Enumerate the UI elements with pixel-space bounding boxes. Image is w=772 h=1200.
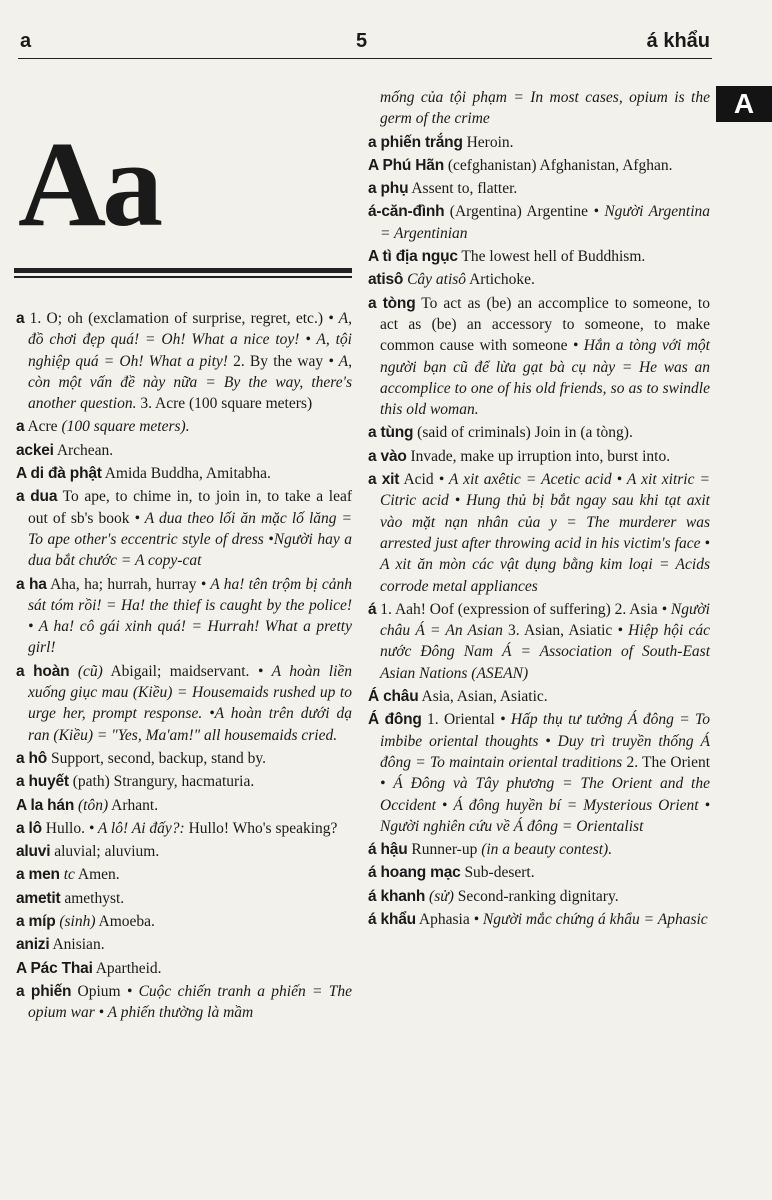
entry-headword: á khanh xyxy=(368,887,426,905)
entry-definition: Aphasia xyxy=(415,910,474,928)
entry-example: • Người châu Á = An Asian xyxy=(380,600,710,640)
entry-example: • Hắn a tòng với một người bạn cũ để lừa gạt bà cụ này = He was an accomplice to one of his old friends, so as to swindle this old woman. xyxy=(380,337,710,419)
entry-headword: atisô xyxy=(368,271,404,289)
entry-headword: á xyxy=(368,600,377,618)
entry-headword: aluvi xyxy=(16,843,51,861)
entry-definition: Support, second, backup, stand by. xyxy=(47,749,267,767)
dictionary-entry xyxy=(368,293,710,421)
entry-definition: (cefghanistan) Afghanistan, Afghan. xyxy=(444,156,673,174)
dictionary-entry xyxy=(16,661,352,746)
entry-definition: Amoeba. xyxy=(95,913,155,931)
running-header xyxy=(18,30,712,59)
entry-example: (cũ) xyxy=(77,662,103,680)
dictionary-entry xyxy=(16,958,352,979)
entry-example: • A ha! tên trộm bị cảnh sát tóm rồi! = Ha! the thief is caught by the police! • A ha! cô gái xinh quá! = Hurrah! What a pretty girl! xyxy=(28,575,353,657)
dictionary-entry xyxy=(368,909,710,930)
left-guide-word: a xyxy=(20,30,32,52)
entry-example: • A hoàn liền xuống giục mau (Kiều) = Housemaids rushed up to urge her, prompt response. •A hoàn trên dưới dạ ran (Kiều) = "Yes, Ma'am!" all housemaids cried. xyxy=(28,662,352,744)
entry-definition: 1. Aah! Oof (expression of suffering) 2. Asia xyxy=(376,600,662,618)
entry-definition: Amen. xyxy=(74,866,120,884)
dictionary-entry xyxy=(368,709,710,837)
entry-definition: Arhant. xyxy=(108,796,159,814)
entry-definition: Heroin. xyxy=(462,133,514,151)
entry-example: • Á Đông và Tây phương = The Orient and the Occident • Á đông huyền bí = Mysterious Orient • Người nghiên cứu về Á đông = Orientalist xyxy=(380,775,710,835)
entry-headword: a hô xyxy=(16,749,48,767)
dictionary-entry xyxy=(368,862,710,883)
dictionary-entry xyxy=(16,748,352,769)
entry-definition: 1. O; oh (exclamation of surprise, regret, etc.) xyxy=(24,310,329,327)
entry-example: • A lô! Ai đấy?: xyxy=(88,819,185,837)
dictionary-entry xyxy=(368,839,710,860)
dictionary-entry xyxy=(16,308,352,414)
dictionary-entry xyxy=(16,888,352,909)
entry-example: • Người Argentina = Argentinian xyxy=(380,203,710,242)
entry-definition: Aha, ha; hurrah, hurray xyxy=(46,575,201,593)
entry-definition: To ape, to chime in, to join in, to take a leaf out of sb's book xyxy=(28,488,353,527)
entry-example: (sinh) xyxy=(59,913,96,931)
entry-definition: Runner-up xyxy=(407,841,482,859)
dictionary-entry xyxy=(16,463,352,484)
entry-headword: ackei xyxy=(16,441,54,459)
entry-definition: 3. Asian, Asiatic xyxy=(502,622,618,640)
dictionary-entry xyxy=(16,795,352,816)
entry-definition: Artichoke. xyxy=(466,271,535,289)
entry-headword: ametit xyxy=(16,889,61,907)
entry-example: (tôn) xyxy=(78,796,109,814)
entry-example: • Hiệp hội các nước Đông Nam Á = Association of South-East Asian Nations (ASEAN) xyxy=(380,622,710,682)
entry-headword: a tùng xyxy=(368,424,414,442)
entry-headword: anizi xyxy=(16,936,50,954)
thumb-index-tab[interactable]: A xyxy=(716,86,772,122)
entry-definition: Archean. xyxy=(53,441,114,459)
entry-definition: Asia, Asian, Asiatic. xyxy=(418,688,548,706)
dictionary-entry xyxy=(368,599,710,684)
entry-example: (100 square meters). xyxy=(61,418,190,436)
entry-definition: 3. Acre (100 square meters) xyxy=(136,395,313,413)
entry-headword: a huyết xyxy=(16,773,69,791)
entry-headword: a míp xyxy=(16,913,56,931)
dictionary-entry xyxy=(16,574,352,659)
entry-example: • A dua theo lối ăn mặc lố lăng = To ape other's eccentric style of dress •Người hay a dua bắt chước = A copy-cat xyxy=(28,509,353,570)
entry-definition: amethyst. xyxy=(60,889,125,907)
entry-headword: a vào xyxy=(368,447,407,465)
dictionary-entry xyxy=(368,132,710,153)
entry-definition: Acre xyxy=(24,418,62,436)
entry-headword: á khẩu xyxy=(368,910,416,928)
dictionary-entry xyxy=(368,201,710,244)
dictionary-entry xyxy=(368,886,710,907)
page-number: 5 xyxy=(356,30,368,52)
dictionary-entry xyxy=(16,981,352,1024)
entry-example: (in a beauty contest). xyxy=(481,841,613,859)
entry-definition: To act as (be) an accomplice to someone, to act as (be) an accessory to someone, to make common cause with someone xyxy=(380,294,710,355)
entry-definition: Anisian. xyxy=(49,936,105,954)
entry-definition: 1. Oriental xyxy=(421,711,501,729)
entry-headword: á hậu xyxy=(368,841,408,859)
entry-headword: A di đà phật xyxy=(16,465,102,483)
entry-definition: 2. By the way xyxy=(227,352,329,370)
entry-example: (sử) xyxy=(429,887,454,905)
section-rule-thin xyxy=(14,276,352,278)
entry-definition: Hullo! Who's speaking? xyxy=(184,819,338,837)
dictionary-entry xyxy=(368,87,710,130)
dictionary-entry xyxy=(16,934,352,955)
section-rule-thick xyxy=(14,268,352,273)
entry-headword: a phụ xyxy=(368,180,409,198)
dictionary-entry xyxy=(368,246,710,267)
section-letter: Aa xyxy=(18,117,160,252)
entry-headword: a phiến xyxy=(16,982,72,1000)
dictionary-entry xyxy=(368,155,710,176)
entry-example: • A xit axêtic = Acetic acid • A xit xitric = Citric acid • Hung thủ bị bắt ngay sau khi tạt axit vào mặt nạn nhân của y = The murderer was arrested just after throwing acid in his victim's face • A xit ăn mòn các vật dụng bằng kim loại = Acids corrode metal appliances xyxy=(380,471,711,595)
dictionary-entry xyxy=(16,486,352,571)
entry-headword: a hoàn xyxy=(16,662,70,680)
entry-example: • Người mắc chứng á khẩu = Aphasic xyxy=(473,910,708,928)
entry-definition: 2. The Orient xyxy=(622,753,711,771)
entry-example: • Hấp thụ tư tưởng Á đông = To imbibe oriental thoughts • Duy trì truyền thống Á đông = To maintain oriental traditions xyxy=(380,711,710,771)
dictionary-entry xyxy=(368,269,710,290)
entry-definition: Second-ranking dignitary. xyxy=(453,887,619,905)
entry-definition: Acid xyxy=(399,471,439,489)
entry-definition: The lowest hell of Buddhism. xyxy=(457,248,646,266)
dictionary-entry xyxy=(16,771,352,792)
entry-definition: Opium xyxy=(71,982,127,1000)
entry-headword: a xyxy=(16,418,25,436)
entry-definition: (path) Strangury, hacmaturia. xyxy=(68,773,255,791)
entry-definition: Assent to, flatter. xyxy=(408,180,518,198)
dictionary-entry xyxy=(16,841,352,862)
entry-definition xyxy=(69,663,78,680)
dictionary-entry xyxy=(368,178,710,199)
entry-definition: Hullo. xyxy=(41,819,89,837)
entry-example: • A, đồ chơi đẹp quá! = Oh! What a nice toy! • A, tội nghiệp quá = Oh! What a pity! xyxy=(28,310,352,370)
entry-headword: A Phú Hãn xyxy=(368,156,444,174)
entry-headword: A tì địa ngục xyxy=(368,248,458,266)
dictionary-entry xyxy=(16,818,352,839)
entry-headword: a tòng xyxy=(368,294,416,312)
entry-example: • A, còn một vấn đề này nữa = By the way, there's another question. xyxy=(28,352,352,413)
right-guide-word: á khẩu xyxy=(646,30,710,52)
entry-headword: a phiến trắng xyxy=(368,133,463,151)
entry-headword: a xyxy=(16,310,25,327)
right-column xyxy=(368,87,710,932)
entry-definition: Apartheid. xyxy=(92,959,162,977)
dictionary-entry xyxy=(16,864,352,885)
entry-headword: A Pác Thai xyxy=(16,959,93,977)
entry-headword: Á châu xyxy=(368,688,419,706)
entry-definition: Sub-desert. xyxy=(460,864,535,882)
entry-headword: a ha xyxy=(16,575,47,593)
entry-headword: á-căn-đình xyxy=(368,203,445,221)
entry-definition: Invade, make up irruption into, burst into. xyxy=(406,447,671,465)
entry-headword: a lô xyxy=(16,819,42,837)
entry-example: tc xyxy=(63,866,75,884)
entry-headword: á hoang mạc xyxy=(368,864,461,882)
entry-example: mống của tội phạm = In most cases, opium is the germ of the crime xyxy=(380,89,710,128)
dictionary-entry xyxy=(368,469,710,597)
entry-definition: (Argentina) Argentine xyxy=(444,203,594,221)
entry-headword: a dua xyxy=(16,488,58,506)
entry-headword: a xit xyxy=(368,471,400,489)
entry-definition: aluvial; aluvium. xyxy=(50,843,160,861)
dictionary-entry xyxy=(368,446,710,467)
entry-example: • Cuộc chiến tranh a phiến = The opium war • A phiến thường là mầm xyxy=(28,982,352,1022)
dictionary-entry xyxy=(368,686,710,707)
entry-example: Cây atisô xyxy=(407,271,467,289)
dictionary-entry xyxy=(16,911,352,932)
entry-headword: Á đông xyxy=(368,711,422,729)
entry-headword: A la hán xyxy=(16,796,75,814)
entry-definition: (said of criminals) Join in (a tòng). xyxy=(413,424,633,442)
left-column xyxy=(16,308,352,1026)
entry-definition: Amida Buddha, Amitabha. xyxy=(101,465,271,483)
entry-definition: Abigail; maidservant. xyxy=(102,662,258,680)
dictionary-entry xyxy=(16,440,352,461)
dictionary-entry xyxy=(368,422,710,443)
dictionary-entry xyxy=(16,416,352,437)
entry-headword: a men xyxy=(16,866,60,884)
